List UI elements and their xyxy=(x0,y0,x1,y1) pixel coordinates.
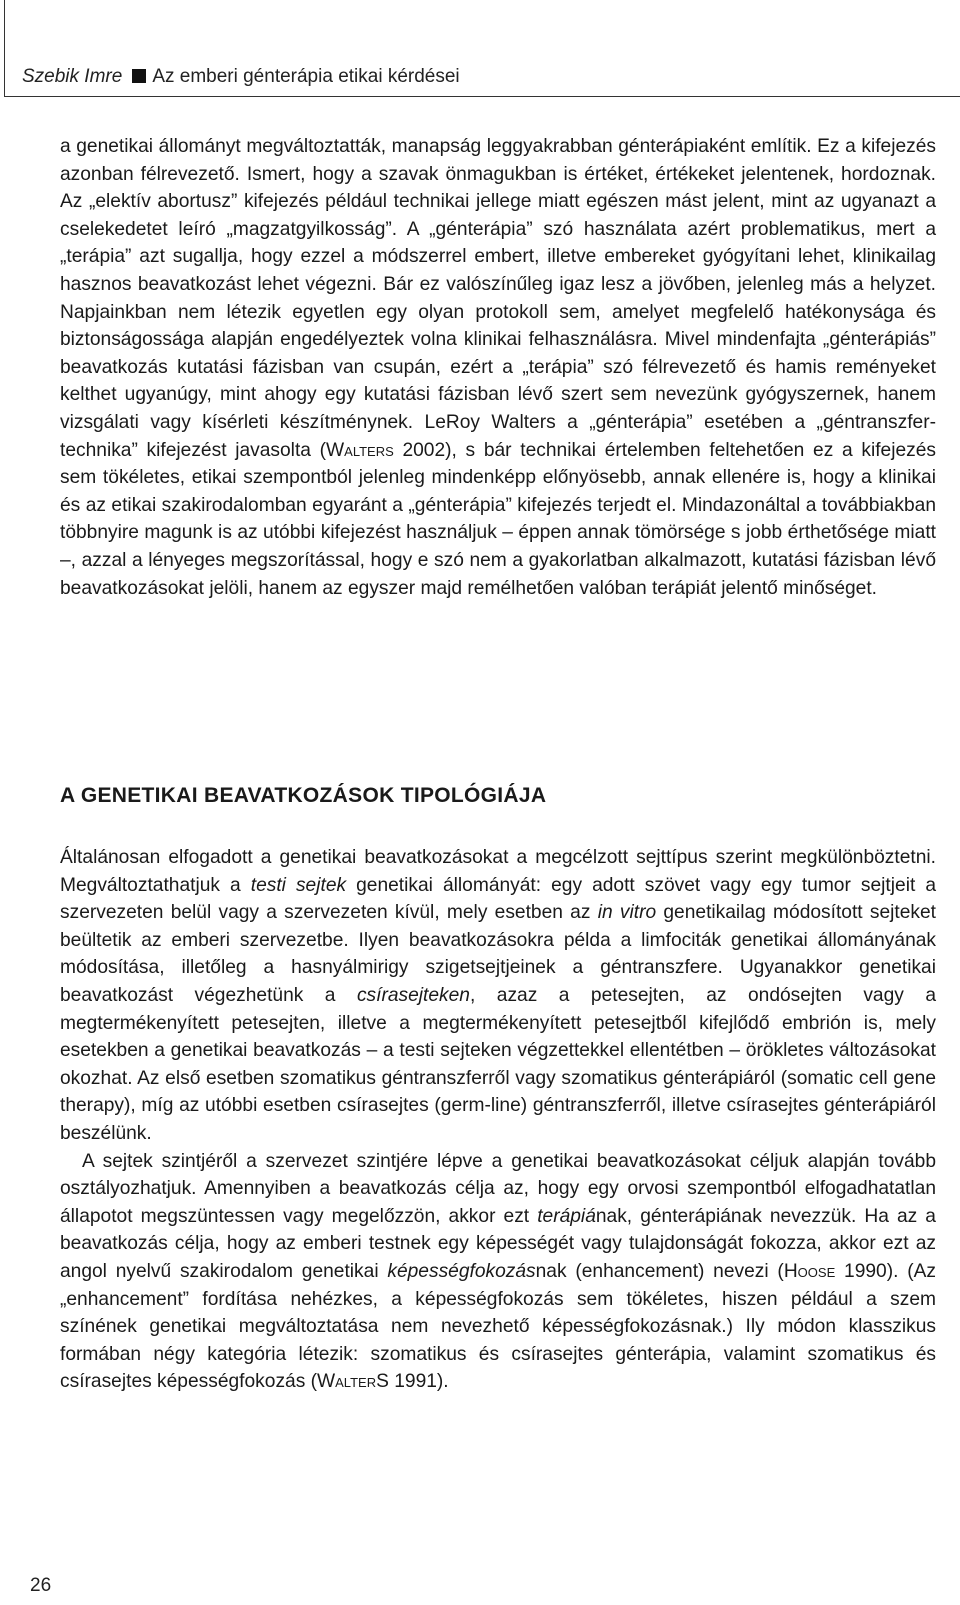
paragraph-3: A sejtek szintjéről a szervezet szintjére lépve a genetikai beavatkozásokat céljuk alapján tovább osztályozhatjuk. Amennyiben a beavatkozás célja az, hogy egy orvosi szempontból elfogadhatatlan állapotot megszüntessen vagy megelőzzön, akkor ezt terápiának, génterápiának nevezzük. Ha az a beavatkozás célja, hogy az emberi testnek egy képességét vagy tulajdonságát fokozza, akkor ezt az angol nyelvű szakirodalom genetikai képességfokozásnak (enhancement) nevezi (Hoose 1990). (Az „enhancement” fordítása nehézkes, a képességfokozás sem tökéletes, hiszen például a szem színének genetikai megváltoztatása nem nevezhető képességfokozásnak.) Ily módon klasszikus formában négy kategória létezik: szomatikus és csírasejtes génterápia, valamint szomatikus és csírasejtes képességfokozás (WalterS 1991). xyxy=(60,1150,937,1393)
frame-vertical-rule xyxy=(4,0,5,97)
paragraph-2: Általánosan elfogadott a genetikai beavatkozásokat a megcélzott sejttípus szerint megkülönböztetni. Megváltoztathatjuk a testi sejtek genetikai állományát: egy adott szövet vagy egy tumor sejtjeit a szervezeten belül vagy a szervezeten kívül, mely esetben az in vitro genetikailag módosított sejteket beültetik az emberi szervezetbe. Ilyen beavatkozásokra példa a limfociták genetikai állományának módosítása, illetőleg a hasnyálmirigy szigetsejtjeinek a géntranszfere. Ugyanakkor genetikai beavatkozást végezhetünk a csírasejteken, azaz a petesejten, az ondósejten vagy a megtermékenyített petesejten, illetve a megtermékenyített petesejtből kifejlődő embrión is, mely esetekben a genetikai beavatkozás – a testi sejteken végzettekkel ellentétben – örökletes változásokat okozhat. Az első esetben szomatikus géntranszferről vagy szomatikus génterápiáról (somatic cell gene therapy), míg az utóbbi esetben csírasejtes (germ-line) géntranszferről, illetve csírasejtes génterápiáról beszélünk. xyxy=(60,847,936,1144)
square-bullet-icon xyxy=(132,69,146,83)
running-head-author: Szebik Imre xyxy=(22,66,123,87)
body-text-top xyxy=(60,133,936,602)
running-head xyxy=(22,66,460,88)
citation-walters: Walters xyxy=(326,439,394,461)
page-number: 26 xyxy=(30,1575,52,1596)
citation-hoose: Hoose xyxy=(783,1260,836,1282)
paragraph-1: a genetikai állományt megváltoztatták, manapság leggyakrabban génterápiaként említik. Ez a kifejezés azonban félrevezető. Ismert, hogy a szavak önmagukban is értéket, értékeket jelentenek, hordoznak. Az „elektív abortusz” kifejezés például technikai jellege miatt egészen mást jelent, mint az ugyanazt a cselekedetet leíró „magzatgyilkosság”. A „génterápia” szó használata azért problematikus, mert a „terápia” azt sugallja, hogy ezzel a módszerrel embert, illetve embereket gyógyítani lehet, klinikailag hasznos beavatkozást lehet végezni. Bár ez valószínűleg igaz lesz a jövőben, jelenleg más a helyzet. Napjainkban nem létezik egyetlen egy olyan protokoll sem, amelyet megfelelő hatékonysága és biztonságossága alapján engedélyeztek volna klinikai felhasználásra. Mivel mindenfajta „génterápiás” beavatkozás kutatási fázisban van csupán, ezért a „terápia” szó félrevezető és hamis reményeket kelthet ugyanúgy, mint ahogy egy kutatási fázisban lévő szert sem nevezünk gyógyszernek, hanem vizsgálati vagy kísérleti készítménynek. LeRoy Walters a „génterápia” esetében a „géntranszfer-technika” kifejezést javasolta (Walters 2002), s bár technikai értelemben feltehetően ez a kifejezés sem tökéletes, etikai szempontból jelenleg mindenképp előnyösebb, annak ellenére is, hogy a klinikai és az etikai szakirodalomban egyaránt a „génterápia” kifejezés terjedt el. Mindazonáltal a továbbiakban többnyire magunk is az utóbbi kifejezést használjuk – éppen annak tömörsége s jobb érthetősége miatt –, azzal a lényeges megszorítással, hogy e szó nem a gyakorlatban alkalmazott, kutatási fázisban lévő beavatkozásokat jelöli, hanem az egyszer majd remélhetően valóban terápiát jelentő minőséget. xyxy=(60,136,936,599)
citation-walters-1991: WalterS xyxy=(317,1371,389,1393)
running-head-title: Az emberi génterápia etikai kérdései xyxy=(152,66,460,87)
section-heading: A GENETIKAI BEAVATKOZÁSOK TIPOLÓGIÁJA xyxy=(60,784,547,807)
body-text-section xyxy=(60,844,936,1396)
header-rule xyxy=(4,96,960,97)
